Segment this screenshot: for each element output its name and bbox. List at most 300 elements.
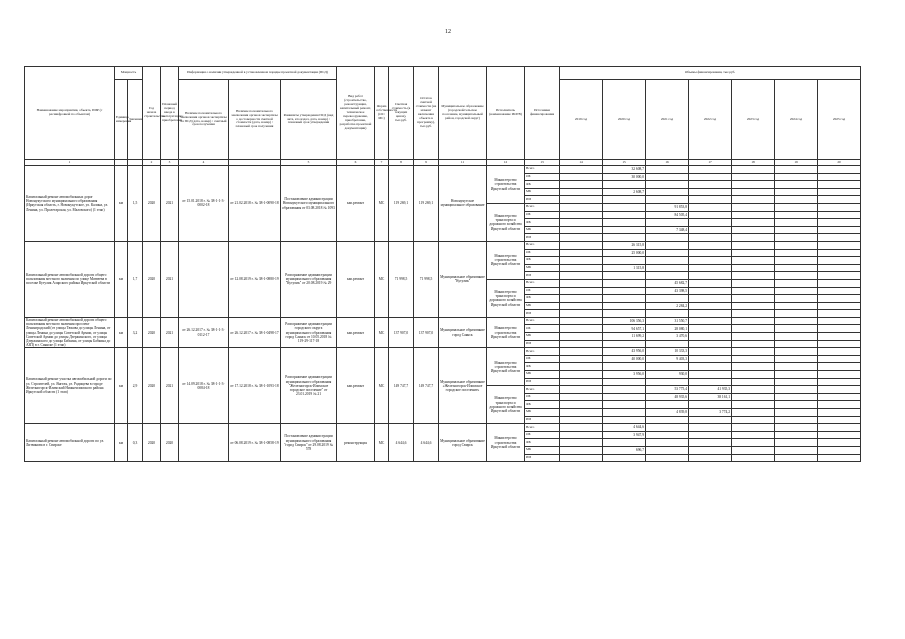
funding-cell xyxy=(646,401,689,409)
funding-cell xyxy=(646,272,689,280)
executor-cell: Министерство строительства Иркутской области xyxy=(487,348,525,386)
source-cell: ФБ xyxy=(525,257,560,265)
work-type-cell: кап.ремонт xyxy=(337,241,375,317)
funding-cell xyxy=(775,188,818,196)
table-row xyxy=(25,241,861,249)
source-cell: МБ xyxy=(525,333,560,341)
funding-cell xyxy=(775,317,818,325)
funding-cell xyxy=(818,431,861,439)
funding-cell xyxy=(775,393,818,401)
executor-cell: Министерство строительства Иркутской области xyxy=(487,241,525,279)
end-year-cell: 2021 xyxy=(161,241,179,317)
funding-cell xyxy=(689,219,732,227)
source-cell: ФБ xyxy=(525,363,560,371)
column-index-cell: 13 xyxy=(525,160,560,166)
funding-cell xyxy=(560,302,603,310)
header-municipality: Муниципальное образование (городской/сельское поселение, муниципальный район, городской округ) xyxy=(439,67,487,160)
funding-cell xyxy=(560,333,603,341)
column-index-cell: 7 xyxy=(375,160,389,166)
funding-cell: 43 956,0 xyxy=(603,348,646,356)
header-positive-expertise: Наличие положительного заключения органов экспертизы на ПСД (дата, номер) / сметный срок получения xyxy=(179,80,229,160)
funding-cell xyxy=(646,241,689,249)
header-ownership: Форма собственности (ОС/МС) xyxy=(375,67,389,160)
funding-cell xyxy=(818,181,861,189)
page-number: 12 xyxy=(445,29,451,35)
funding-cell xyxy=(646,446,689,454)
funding-cell: 31 550,7 xyxy=(646,317,689,325)
funding-cell xyxy=(732,348,775,356)
header-approval-details: Реквизиты утверждения ПСД (вид акта, кто издал, дата, номер) / плановый срок утверждения xyxy=(281,80,337,160)
table-row xyxy=(25,348,861,356)
source-cell: Всего xyxy=(525,424,560,432)
funding-cell xyxy=(818,325,861,333)
header-end-year: Плановый период ввода в эксплуатацию/приобретения xyxy=(161,67,179,160)
funding-cell xyxy=(560,257,603,265)
header-year: 2024 год xyxy=(775,80,818,160)
column-index-cell: 20 xyxy=(818,160,861,166)
funding-cell xyxy=(560,386,603,394)
funding-cell xyxy=(818,378,861,386)
funding-cell xyxy=(818,264,861,272)
funding-cell: 2 284,2 xyxy=(646,302,689,310)
funding-cell xyxy=(732,279,775,287)
start-year-cell: 2020 xyxy=(143,317,161,347)
funding-cell xyxy=(689,287,732,295)
funding-cell xyxy=(560,409,603,417)
funding-cell xyxy=(775,431,818,439)
column-index-cell: 9 xyxy=(414,160,439,166)
funding-cell: 48 935,6 xyxy=(646,393,689,401)
funding-cell xyxy=(775,409,818,417)
end-year-cell: 2020 xyxy=(161,424,179,462)
funding-cell xyxy=(646,188,689,196)
funding-cell xyxy=(603,234,646,242)
object-name-cell: Капитальный ремонт автомобильной дороги общего пользования местного значения проспект Ленинградский (от улицы Тюкова до улицы Ленина, от улицы Ленина до улицы Советской Армии, от улицы Советской Армии до улицы Дзержинского, от улицы Дзержинского до улицы Бабкина, от улицы Бабкина до АЗП) в г. Саянске (1 этап) xyxy=(25,317,115,347)
end-year-cell: 2021 xyxy=(161,348,179,424)
header-work-type: Вид работ (строительство, реконструкция, капитальный ремонт, техническое перевооружение, приобретение, разработка проектной документации) xyxy=(337,67,375,160)
header-funding-group: Объемы финансирования, тыс.руб. xyxy=(560,67,861,80)
expertise-cell: от 26.12.2017 г. № 38-1-1-3-0112-17 xyxy=(179,317,229,347)
funding-cell xyxy=(775,371,818,379)
funding-cell xyxy=(689,431,732,439)
column-index-cell: 16 xyxy=(646,160,689,166)
approval-cell: Распоряжение администрации муниципального образования "Железногорск-Илимское городское поселение" от 23.01.2019 № 21 xyxy=(281,348,337,424)
source-cell: ОБ xyxy=(525,287,560,295)
reliability-cell: от 26.12.2017 г. № 38-1-0498-17 xyxy=(229,317,281,347)
funding-cell xyxy=(560,249,603,257)
funding-cell xyxy=(732,211,775,219)
funding-cell: 1 315,8 xyxy=(603,264,646,272)
funding-cell xyxy=(775,249,818,257)
funding-cell xyxy=(689,363,732,371)
funding-cell: 53 775,4 xyxy=(646,386,689,394)
funding-cell xyxy=(818,295,861,303)
funding-cell xyxy=(646,363,689,371)
approval-cell: Постановление администрации муниципального образования "город Свирск" от 29.08.2019 № 578 xyxy=(281,424,337,462)
remaining-cost-cell: 137 907,0 xyxy=(414,317,439,347)
funding-cell xyxy=(560,446,603,454)
header-estimate-reliability: Наличие положительного заключения органов экспертизы о достоверности сметной стоимости (дата, номер) / плановый срок получения xyxy=(229,80,281,160)
funding-cell xyxy=(818,203,861,211)
funding-cell: 9 403,3 xyxy=(646,355,689,363)
header-name: Наименование мероприятия, объекта, ПИР (с расшифровкой по объектам) xyxy=(25,67,115,160)
funding-cell xyxy=(818,241,861,249)
funding-cell xyxy=(775,386,818,394)
column-index-cell: 17 xyxy=(689,160,732,166)
header-value: Значение xyxy=(128,80,143,160)
funding-cell xyxy=(603,386,646,394)
source-cell: МБ xyxy=(525,226,560,234)
funding-cell xyxy=(603,378,646,386)
funding-cell xyxy=(646,416,689,424)
value-cell: 2,9 xyxy=(128,348,143,424)
source-cell: ФБ xyxy=(525,439,560,447)
funding-cell xyxy=(775,196,818,204)
funding-cell xyxy=(732,196,775,204)
work-type-cell: кап.ремонт xyxy=(337,317,375,347)
funding-cell xyxy=(560,272,603,280)
municipality-cell: Муниципальное образование "Кутулик" xyxy=(439,241,487,317)
funding-cell xyxy=(560,173,603,181)
value-cell: 0,3 xyxy=(128,424,143,462)
funding-cell xyxy=(646,454,689,462)
funding-cell xyxy=(818,234,861,242)
funding-cell xyxy=(689,340,732,348)
funding-cell xyxy=(775,446,818,454)
reliability-cell: от 06.08.2019 г. № 38-1-0858-19 xyxy=(229,424,281,462)
funding-cell xyxy=(689,249,732,257)
funding-cell xyxy=(775,264,818,272)
funding-cell xyxy=(560,348,603,356)
funding-cell xyxy=(560,371,603,379)
source-cell: ИИ xyxy=(525,234,560,242)
funding-cell xyxy=(732,302,775,310)
funding-cell xyxy=(560,363,603,371)
funding-cell xyxy=(818,409,861,417)
funding-cell xyxy=(689,439,732,447)
source-cell: Всего xyxy=(525,317,560,325)
funding-cell xyxy=(775,424,818,432)
funding-cell xyxy=(775,226,818,234)
funding-cell xyxy=(732,264,775,272)
investment-program-table xyxy=(24,66,861,462)
funding-cell xyxy=(560,219,603,227)
approval-cell: Постановление администрации Новонукутского муниципального образования от 03.08.2018 № 1093 xyxy=(281,166,337,242)
funding-cell xyxy=(560,393,603,401)
funding-cell xyxy=(603,257,646,265)
object-name-cell: Капитальный ремонт участка автомобильной дороги по ул. Строителей, ул. Янгеля, ул. Радищева в городе Железногорск-Илимский Нижнеилимского района Иркутской области (1 этап) xyxy=(25,348,115,424)
remaining-cost-cell: 71 998,5 xyxy=(414,241,439,317)
funding-cell xyxy=(689,302,732,310)
column-index-cell: 1 xyxy=(25,160,115,166)
column-index-cell: 12 xyxy=(487,160,525,166)
funding-cell xyxy=(732,416,775,424)
funding-cell xyxy=(775,181,818,189)
object-name-cell: Капитальный ремонт автомобильной дороги по ул. Литвинова в г. Свирске xyxy=(25,424,115,462)
funding-cell xyxy=(818,196,861,204)
funding-cell xyxy=(818,279,861,287)
funding-cell xyxy=(603,219,646,227)
ownership-cell: МС xyxy=(375,241,389,317)
funding-cell xyxy=(818,310,861,318)
funding-cell xyxy=(560,181,603,189)
funding-cell xyxy=(560,340,603,348)
funding-cell xyxy=(732,287,775,295)
funding-cell xyxy=(775,257,818,265)
funding-cell xyxy=(818,363,861,371)
funding-cell xyxy=(560,287,603,295)
header-year: 2021 год xyxy=(646,80,689,160)
funding-cell: 7 348,4 xyxy=(646,226,689,234)
start-year-cell: 2020 xyxy=(143,241,161,317)
funding-cell: 40 000,0 xyxy=(603,355,646,363)
source-cell: Всего xyxy=(525,279,560,287)
funding-cell xyxy=(689,211,732,219)
funding-cell xyxy=(732,181,775,189)
funding-cell xyxy=(603,287,646,295)
funding-cell xyxy=(603,310,646,318)
ownership-cell: МС xyxy=(375,317,389,347)
funding-cell xyxy=(732,310,775,318)
column-index-cell: 2 xyxy=(143,160,161,166)
header-estimate-cost: Сметная стоимость (в текущих ценах), тыс.руб. xyxy=(389,67,414,160)
funding-cell xyxy=(689,272,732,280)
remaining-cost-cell: 119 269,1 xyxy=(414,166,439,242)
funding-cell xyxy=(646,219,689,227)
funding-cell xyxy=(689,378,732,386)
municipality-cell: Муниципальное образование «Железногорск-Илимское городское поселение» xyxy=(439,348,487,424)
funding-cell xyxy=(560,416,603,424)
funding-cell xyxy=(775,287,818,295)
funding-cell xyxy=(689,234,732,242)
funding-cell xyxy=(646,234,689,242)
funding-cell xyxy=(560,166,603,174)
remaining-cost-cell: 149 747,7 xyxy=(414,348,439,424)
funding-cell xyxy=(732,401,775,409)
funding-cell xyxy=(818,188,861,196)
estimate-cost-cell: 137 907,0 xyxy=(389,317,414,347)
column-index-cell: 5 xyxy=(281,160,337,166)
funding-cell xyxy=(689,355,732,363)
funding-cell xyxy=(732,188,775,196)
funding-cell: 28 080,1 xyxy=(646,325,689,333)
funding-cell xyxy=(775,166,818,174)
funding-cell xyxy=(689,454,732,462)
funding-cell xyxy=(689,181,732,189)
source-cell: ОБ xyxy=(525,393,560,401)
estimate-cost-cell: 71 998,5 xyxy=(389,241,414,317)
funding-cell xyxy=(732,378,775,386)
funding-cell xyxy=(689,325,732,333)
funding-cell xyxy=(603,409,646,417)
funding-cell xyxy=(775,363,818,371)
table-body xyxy=(25,160,861,462)
ownership-cell: МС xyxy=(375,348,389,424)
funding-cell xyxy=(689,401,732,409)
funding-cell xyxy=(818,249,861,257)
start-year-cell: 2020 xyxy=(143,424,161,462)
source-cell: ОБ xyxy=(525,249,560,257)
source-cell: Всего xyxy=(525,241,560,249)
funding-cell xyxy=(732,363,775,371)
funding-cell: 10 333,3 xyxy=(646,348,689,356)
funding-cell xyxy=(603,363,646,371)
reliability-cell: от 17.12.2018 г. № 38-1-1093-18 xyxy=(229,348,281,424)
funding-cell xyxy=(818,333,861,341)
funding-cell xyxy=(646,181,689,189)
funding-cell: 91 853,8 xyxy=(646,203,689,211)
funding-cell xyxy=(732,219,775,227)
funding-cell xyxy=(775,454,818,462)
funding-cell xyxy=(732,257,775,265)
funding-cell xyxy=(732,409,775,417)
funding-cell: 32 608,7 xyxy=(603,166,646,174)
funding-cell xyxy=(560,203,603,211)
funding-cell xyxy=(732,393,775,401)
funding-cell xyxy=(732,333,775,341)
header-pd-group: Информация о наличии утвержденной в установленном порядке проектной документации (ПСД) xyxy=(179,67,337,80)
funding-cell xyxy=(818,393,861,401)
funding-cell xyxy=(775,310,818,318)
column-index-cell: 4 xyxy=(179,160,229,166)
source-cell: ФБ xyxy=(525,401,560,409)
column-index-cell: 15 xyxy=(603,160,646,166)
funding-cell xyxy=(818,166,861,174)
funding-cell xyxy=(732,386,775,394)
expertise-cell xyxy=(179,241,229,317)
work-type-cell: кап.ремонт xyxy=(337,166,375,242)
funding-cell xyxy=(818,211,861,219)
value-cell: 3,2 xyxy=(128,317,143,347)
funding-cell xyxy=(818,446,861,454)
funding-cell: 25 000,0 xyxy=(603,249,646,257)
estimate-cost-cell: 119 269,1 xyxy=(389,166,414,242)
funding-cell: 94 657,1 xyxy=(603,325,646,333)
funding-cell xyxy=(775,211,818,219)
funding-cell: 26 315,8 xyxy=(603,241,646,249)
funding-cell xyxy=(818,424,861,432)
source-cell: ИИ xyxy=(525,310,560,318)
funding-cell xyxy=(560,317,603,325)
funding-cell xyxy=(818,287,861,295)
funding-cell xyxy=(775,348,818,356)
funding-cell: 930,0 xyxy=(646,371,689,379)
source-cell: ФБ xyxy=(525,219,560,227)
funding-cell xyxy=(775,416,818,424)
funding-cell xyxy=(732,173,775,181)
object-name-cell: Капитальный ремонт автомобильной дороги общего пользования местного значения по улице Матвеева в поселке Кутулик Аларского района Иркутской области xyxy=(25,241,115,317)
funding-cell xyxy=(689,188,732,196)
source-cell: Всего xyxy=(525,348,560,356)
funding-cell: 106 356,3 xyxy=(603,317,646,325)
funding-cell: 84 505,4 xyxy=(646,211,689,219)
value-cell: 1,5 xyxy=(128,166,143,242)
funding-cell xyxy=(775,279,818,287)
funding-cell xyxy=(818,386,861,394)
funding-cell xyxy=(646,310,689,318)
funding-cell: 30 000,0 xyxy=(603,173,646,181)
funding-cell xyxy=(689,264,732,272)
funding-cell xyxy=(603,393,646,401)
funding-cell xyxy=(732,371,775,379)
funding-cell xyxy=(603,454,646,462)
funding-cell xyxy=(689,416,732,424)
funding-cell: 45 682,7 xyxy=(646,279,689,287)
end-year-cell: 2021 xyxy=(161,166,179,242)
funding-cell xyxy=(689,333,732,341)
source-cell: ИИ xyxy=(525,378,560,386)
funding-cell xyxy=(818,219,861,227)
funding-cell xyxy=(689,295,732,303)
funding-cell xyxy=(775,295,818,303)
source-cell: Всего xyxy=(525,166,560,174)
funding-cell xyxy=(689,279,732,287)
source-cell: ОБ xyxy=(525,211,560,219)
funding-cell xyxy=(732,166,775,174)
municipality-cell: Муниципальное образование город Саянск xyxy=(439,317,487,347)
funding-cell xyxy=(560,264,603,272)
header-year: 2022 год xyxy=(689,80,732,160)
funding-cell xyxy=(603,401,646,409)
table-row xyxy=(25,166,861,174)
funding-cell xyxy=(560,241,603,249)
funding-cell xyxy=(646,249,689,257)
header-year: 2023 год xyxy=(732,80,775,160)
funding-cell xyxy=(689,348,732,356)
funding-cell xyxy=(732,317,775,325)
funding-cell xyxy=(775,340,818,348)
funding-cell xyxy=(646,424,689,432)
funding-cell xyxy=(689,226,732,234)
funding-cell xyxy=(818,355,861,363)
header-year: 2019 год xyxy=(560,80,603,160)
funding-cell xyxy=(646,166,689,174)
funding-cell xyxy=(646,378,689,386)
approval-cell: Распоряжение администрации городского округа муниципального образования город Саянск от 10.05.2018 № 119-29-117-18 xyxy=(281,317,337,347)
column-index-cell: 19 xyxy=(775,160,818,166)
executor-cell: Министерство строительства Иркутской области xyxy=(487,424,525,462)
funding-cell xyxy=(603,196,646,204)
funding-cell: 4 839,8 xyxy=(646,409,689,417)
source-cell: ИИ xyxy=(525,340,560,348)
header-year: 2020 год xyxy=(603,80,646,160)
estimate-cost-cell: 4 644,6 xyxy=(389,424,414,462)
unit-cell: км xyxy=(115,424,128,462)
funding-cell: 2 608,7 xyxy=(603,188,646,196)
funding-cell xyxy=(646,439,689,447)
work-type-cell: реконструкция xyxy=(337,424,375,462)
source-cell: Всего xyxy=(525,203,560,211)
column-index-cell: 18 xyxy=(732,160,775,166)
funding-cell: 41 935,3 xyxy=(689,386,732,394)
funding-cell: 3 470,6 xyxy=(646,333,689,341)
funding-cell xyxy=(818,454,861,462)
funding-cell xyxy=(560,295,603,303)
funding-cell xyxy=(603,272,646,280)
funding-cell: 3 774,2 xyxy=(689,409,732,417)
funding-cell xyxy=(603,211,646,219)
source-cell: МБ xyxy=(525,371,560,379)
funding-cell xyxy=(560,279,603,287)
funding-cell xyxy=(775,203,818,211)
start-year-cell: 2020 xyxy=(143,166,161,242)
funding-cell xyxy=(689,446,732,454)
expertise-cell: от 14.09.2018 г. № 38-1-1-3-0084-18 xyxy=(179,348,229,424)
estimate-cost-cell: 149 747,7 xyxy=(389,348,414,424)
source-cell: ИИ xyxy=(525,196,560,204)
header-remaining-cost: Остаток сметной стоимости (на момент включения объекта в программу), тыс.руб. xyxy=(414,67,439,160)
funding-cell: 3 947,9 xyxy=(603,431,646,439)
